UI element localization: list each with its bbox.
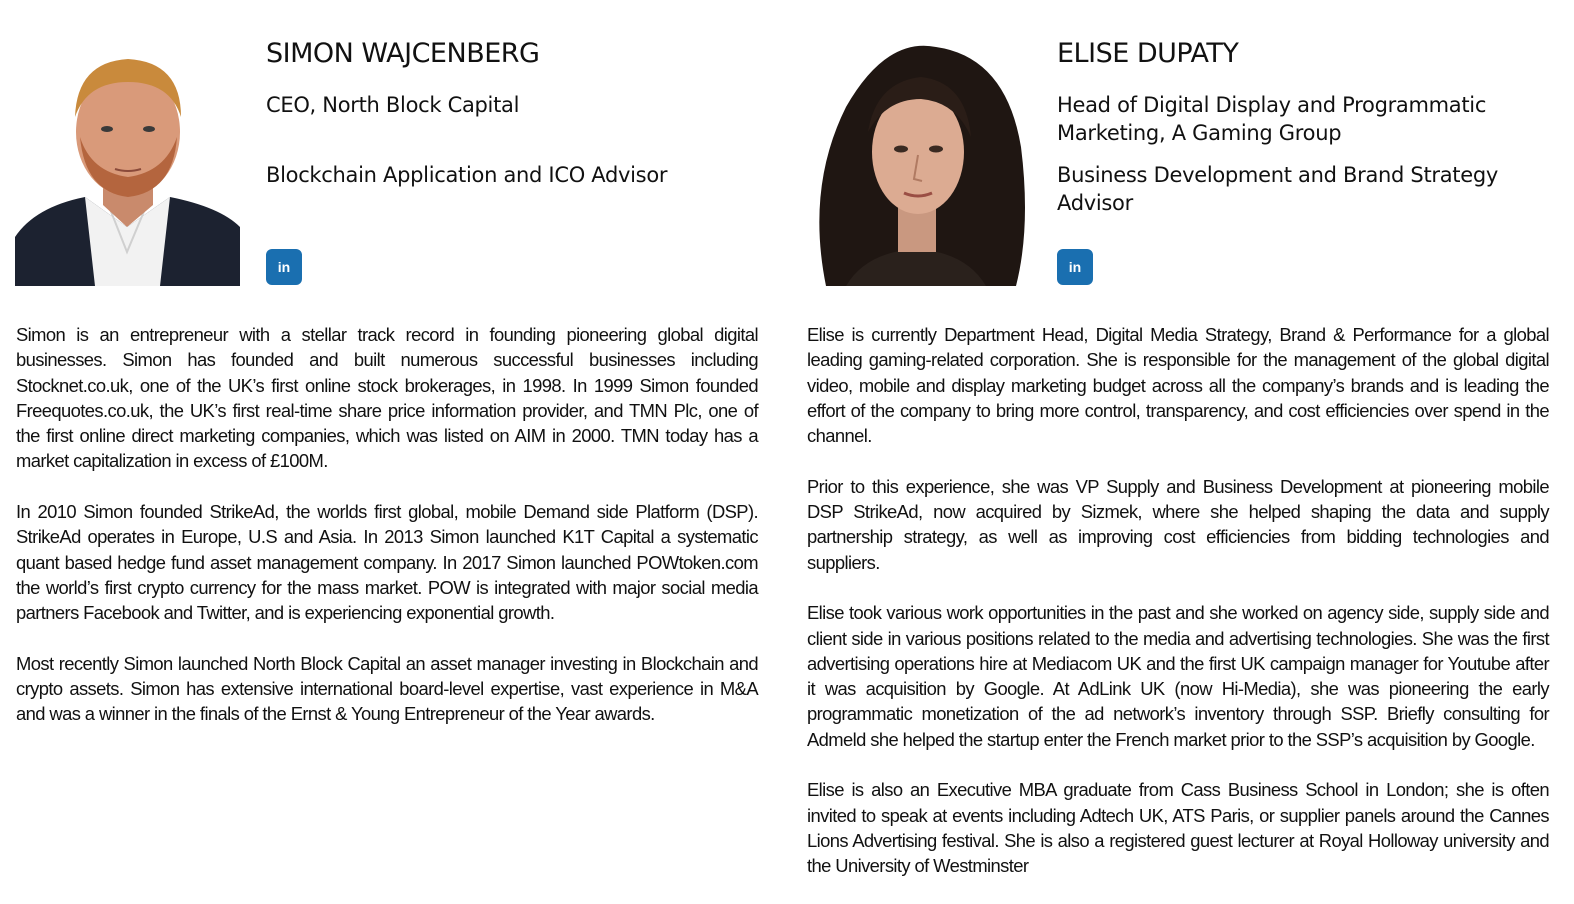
bio-paragraph: Most recently Simon launched North Block Capital an asset manager investing in Blockchain and crypto assets. Simon has extensive international board-level expertise, vast experience in M&A and was a winner in the finals of the Ernst & Young Entrepreneur of the Year awards. <box>16 652 758 725</box>
profile-photo <box>15 37 240 286</box>
linkedin-icon: in <box>277 259 291 275</box>
profile-name: ELISE DUPATY <box>1057 38 1239 69</box>
linkedin-icon: in <box>1068 259 1082 275</box>
profile-title: Head of Digital Display and Programmatic Marketing, A Gaming Group <box>1057 93 1487 145</box>
linkedin-button[interactable] <box>266 249 302 285</box>
profile-bio <box>807 322 1549 904</box>
bio-paragraph: In 2010 Simon founded StrikeAd, the worlds first global, mobile Demand side Platform (DSP). StrikeAd operates in Europe, U.S and Asia. In 2013 Simon launched K1T Capital a systematic quant based hedge fund asset management company. In 2017 Simon launched POWtoken.com the world’s first crypto currency for the mass market. POW is integrated with major social media partners Facebook and Twitter, and is experiencing exponential growth. <box>16 501 758 624</box>
profile-title: CEO, North Block Capital <box>266 93 520 117</box>
bio-paragraph: Elise took various work opportunities in the past and she worked on agency side, supply side and client side in various positions related to the media and advertising technologies. She was the first advertising operations hire at Mediacom UK and the first UK campaign manager for Youtube after it was acquisition by Google. At AdLink UK (now Hi-Media), she was pioneering the early programmatic monetization of the ad network’s inventory through SSP. Briefly consulting for Admeld she helped the startup enter the French market prior to the SSP’s acquisition by Google. <box>807 602 1549 750</box>
bio-paragraph: Prior to this experience, she was VP Supply and Business Development at pioneering mobile DSP StrikeAd, now acquired by Sizmek, where she helped shaping the data and supply partnership strategy, as well as improving cost efficiencies from bidding technologies and suppliers. <box>807 475 1549 573</box>
profile-photo <box>806 37 1031 286</box>
profile-bio <box>16 322 758 752</box>
profile-subtitle: Blockchain Application and ICO Advisor <box>266 163 668 187</box>
bio-paragraph: Elise is also an Executive MBA graduate from Cass Business School in London; she is often invited to speak at events including Adtech UK, ATS Paris, or supplier panels around the Cannes Lions Advertising festival. She is also a registered guest lecturer at Royal Holloway university and the University of Westminster <box>807 779 1549 877</box>
bio-paragraph: Simon is an entrepreneur with a stellar track record in founding pioneering global digital businesses. Simon has founded and built numerous successful businesses including Stocknet.co.uk, one of the UK’s first online stock brokerages, in 1998. In 1999 Simon founded Freequotes.co.uk, the UK’s first real-time share price information provider, and TMN Plc, one of the first online direct marketing companies, which was listed on AIM in 2000. TMN today has a market capitalization in excess of £100M. <box>16 324 758 472</box>
profile-name: SIMON WAJCENBERG <box>266 38 540 69</box>
linkedin-button[interactable] <box>1057 249 1093 285</box>
profile-subtitle: Business Development and Brand Strategy Advisor <box>1057 163 1499 215</box>
bio-paragraph: Elise is currently Department Head, Digital Media Strategy, Brand & Performance for a global leading gaming-related corporation. She is responsible for the management of the global digital video, mobile and display marketing budget across all the company’s brands and is leading the effort of the company to bring more control, transparency, and cost efficiencies over spend in the channel. <box>807 324 1549 447</box>
